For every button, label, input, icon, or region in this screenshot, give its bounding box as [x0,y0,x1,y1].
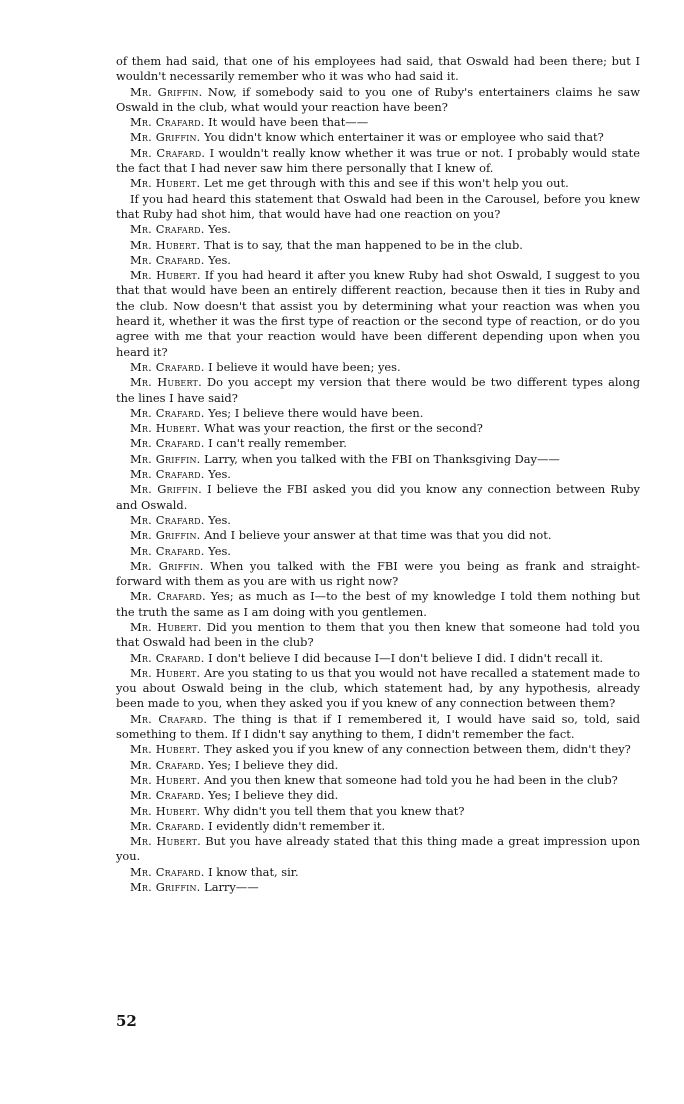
transcript-paragraph [116,513,640,528]
paragraph-text: Let me get through with this and see if this won't help you out. [204,176,569,191]
transcript-paragraph [116,375,640,406]
transcript-paragraph [116,773,640,788]
speaker-name: Mr. Hubert. [130,176,201,191]
speaker-name: Mr. Hubert. [130,834,202,849]
paragraph-text: Did you mention to them that you then knew that someone had told you that Oswald had been in the club? [116,619,640,650]
paragraph-text: Larry—— [204,880,259,895]
speaker-name: Mr. Crafard. [130,467,205,482]
speaker-name: Mr. Crafard. [130,711,208,726]
paragraph-text: Yes; I believe they did. [208,788,339,803]
paragraph-text: Are you stating to us that you would not have recalled a statement made to you about Oswald being in the club, which statement had, by any hypothesis, already been made to you, when they asked you if you knew of any connection between them? [116,665,640,711]
speaker-name: Mr. Griffin. [130,880,201,895]
speaker-name: Mr. Crafard. [130,543,205,558]
transcript-paragraph [116,130,640,145]
paragraph-text: It would have been that—— [208,115,369,130]
paragraph-text: Yes. [208,222,231,237]
paragraph-text: You didn't know which entertainer it was or employee who said that? [204,130,604,145]
paragraph-text: I can't really remember. [208,436,347,451]
transcript-paragraph [116,651,640,666]
paragraph-text: of them had said, that one of his employees had said, that Oswald had been there; but I wouldn't necessarily remember who it was who had said it. [116,54,640,84]
paragraph-text: Yes; I believe there would have been. [208,405,424,420]
speaker-name: Mr. Crafard. [130,359,205,374]
paragraph-text: I know that, sir. [208,864,299,879]
paragraph-text: Yes. [208,512,231,527]
speaker-name: Mr. Crafard. [130,252,205,267]
speaker-name: Mr. Crafard. [130,757,205,772]
page-number: 52 [116,1012,137,1030]
speaker-name: Mr. Hubert. [130,742,201,757]
speaker-name: Mr. Crafard. [130,512,205,527]
speaker-name: Mr. Griffin. [130,528,201,543]
paragraph-text: If you had heard it after you knew Ruby had shot Oswald, I suggest to you that that would have been an entirely different reaction, because then it ties in Ruby and the club. Now doesn't that assist you by determining what your reaction was when you heard it, whether it was the first type of reaction or the second type of reaction, or do you agree with me that your reaction would have been different depending upon when you heard it? [116,268,640,359]
paragraph-text: I believe the FBI asked you did you know any connection between Ruby and Oswald. [116,482,640,512]
paragraph-text: Yes. [208,467,231,482]
speaker-name: Mr. Crafard. [130,115,205,130]
transcript-paragraph [116,880,640,895]
transcript-paragraph [116,712,640,743]
transcript-paragraph [116,253,640,268]
transcript-paragraph [116,804,640,819]
speaker-name: Mr. Hubert. [130,803,201,818]
paragraph-text: When you talked with the FBI were you being as frank and straight-forward with them as you are with us right now? [116,558,641,589]
speaker-name: Mr. Hubert. [130,268,201,283]
paragraph-text: I wouldn't really know whether it was true or not. I probably would state the fact that I had never saw him there personally that I knew of. [116,145,640,176]
paragraph-text: The thing is that if I remembered it, I would have said so, told, said something to them. If I didn't say anything to them, I didn't remember the fact. [116,711,640,742]
paragraph-text: Do you accept my version that there would be two different types along the lines I have said? [116,375,640,405]
transcript-paragraph [116,85,640,116]
speaker-name: Mr. Crafard. [130,145,206,160]
paragraph-text: Now, if somebody said to you one of Ruby's entertainers claims he saw Oswald in the club, what would your reaction have been? [116,84,640,114]
transcript-paragraph [116,528,640,543]
speaker-name: Mr. Hubert. [130,421,201,436]
speaker-name: Mr. Hubert. [130,772,201,787]
transcript-paragraph [116,238,640,253]
transcript-paragraph [116,421,640,436]
speaker-name: Mr. Griffin. [130,558,204,573]
paragraph-text: I evidently didn't remember it. [208,818,386,833]
speaker-name: Mr. Crafard. [130,788,205,803]
transcript-paragraph [116,819,640,834]
transcript-paragraph [116,589,640,620]
speaker-name: Mr. Crafard. [130,436,205,451]
paragraph-text: But you have already stated that this thing made a great impression upon you. [116,834,640,864]
transcript-paragraph [116,452,640,467]
transcript-paragraph [116,146,640,177]
transcript-paragraph [116,54,640,85]
paragraph-text: They asked you if you knew of any connection between them, didn't they? [204,742,631,757]
speaker-name: Mr. Hubert. [130,619,202,634]
paragraph-text: What was your reaction, the first or the second? [204,421,483,436]
transcript-paragraph [116,666,640,712]
transcript-paragraph [116,742,640,757]
transcript-paragraph [116,834,640,865]
speaker-name: Mr. Crafard. [130,589,206,604]
speaker-name: Mr. Crafard. [130,864,205,879]
paragraph-text: Yes. [208,543,231,558]
transcript-paragraph [116,192,640,223]
transcript-paragraph [116,865,640,880]
paragraph-text: And you then knew that someone had told you he had been in the club? [204,772,618,787]
transcript-body [116,54,640,895]
speaker-name: Mr. Crafard. [130,818,205,833]
speaker-name: Mr. Griffin. [130,482,202,497]
speaker-name: Mr. Griffin. [130,130,201,145]
paragraph-text: Yes; I believe they did. [208,757,339,772]
transcript-paragraph [116,467,640,482]
paragraph-text: If you had heard this statement that Oswald had been in the Carousel, before you knew that Ruby had shot him, that would have had one reaction on you? [116,191,640,221]
speaker-name: Mr. Crafard. [130,405,205,420]
transcript-paragraph [116,758,640,773]
transcript-paragraph [116,482,640,513]
transcript-paragraph [116,788,640,803]
transcript-paragraph [116,620,640,651]
paragraph-text: Why didn't you tell them that you knew that? [204,803,465,818]
transcript-paragraph [116,176,640,191]
speaker-name: Mr. Crafard. [130,650,205,665]
paragraph-text: I don't believe I did because I—I don't believe I did. I didn't recall it. [208,650,604,665]
transcript-paragraph [116,559,640,590]
speaker-name: Mr. Hubert. [130,375,202,390]
paragraph-text: Yes. [208,252,231,267]
speaker-name: Mr. Griffin. [130,84,203,99]
transcript-paragraph [116,115,640,130]
transcript-paragraph [116,406,640,421]
paragraph-text: That is to say, that the man happened to be in the club. [204,237,523,252]
transcript-paragraph [116,436,640,451]
speaker-name: Mr. Hubert. [130,665,201,680]
speaker-name: Mr. Hubert. [130,237,201,252]
transcript-paragraph [116,544,640,559]
paragraph-text: Larry, when you talked with the FBI on Thanksgiving Day—— [204,451,560,466]
paragraph-text: Yes; as much as I—to the best of my knowledge I told them nothing but the truth the same as I am doing with you gentlemen. [116,589,640,619]
paragraph-text: And I believe your answer at that time was that you did not. [204,528,552,543]
transcript-paragraph [116,268,640,360]
speaker-name: Mr. Griffin. [130,451,201,466]
transcript-paragraph [116,360,640,375]
transcript-paragraph [116,222,640,237]
speaker-name: Mr. Crafard. [130,222,205,237]
paragraph-text: I believe it would have been; yes. [208,359,401,374]
